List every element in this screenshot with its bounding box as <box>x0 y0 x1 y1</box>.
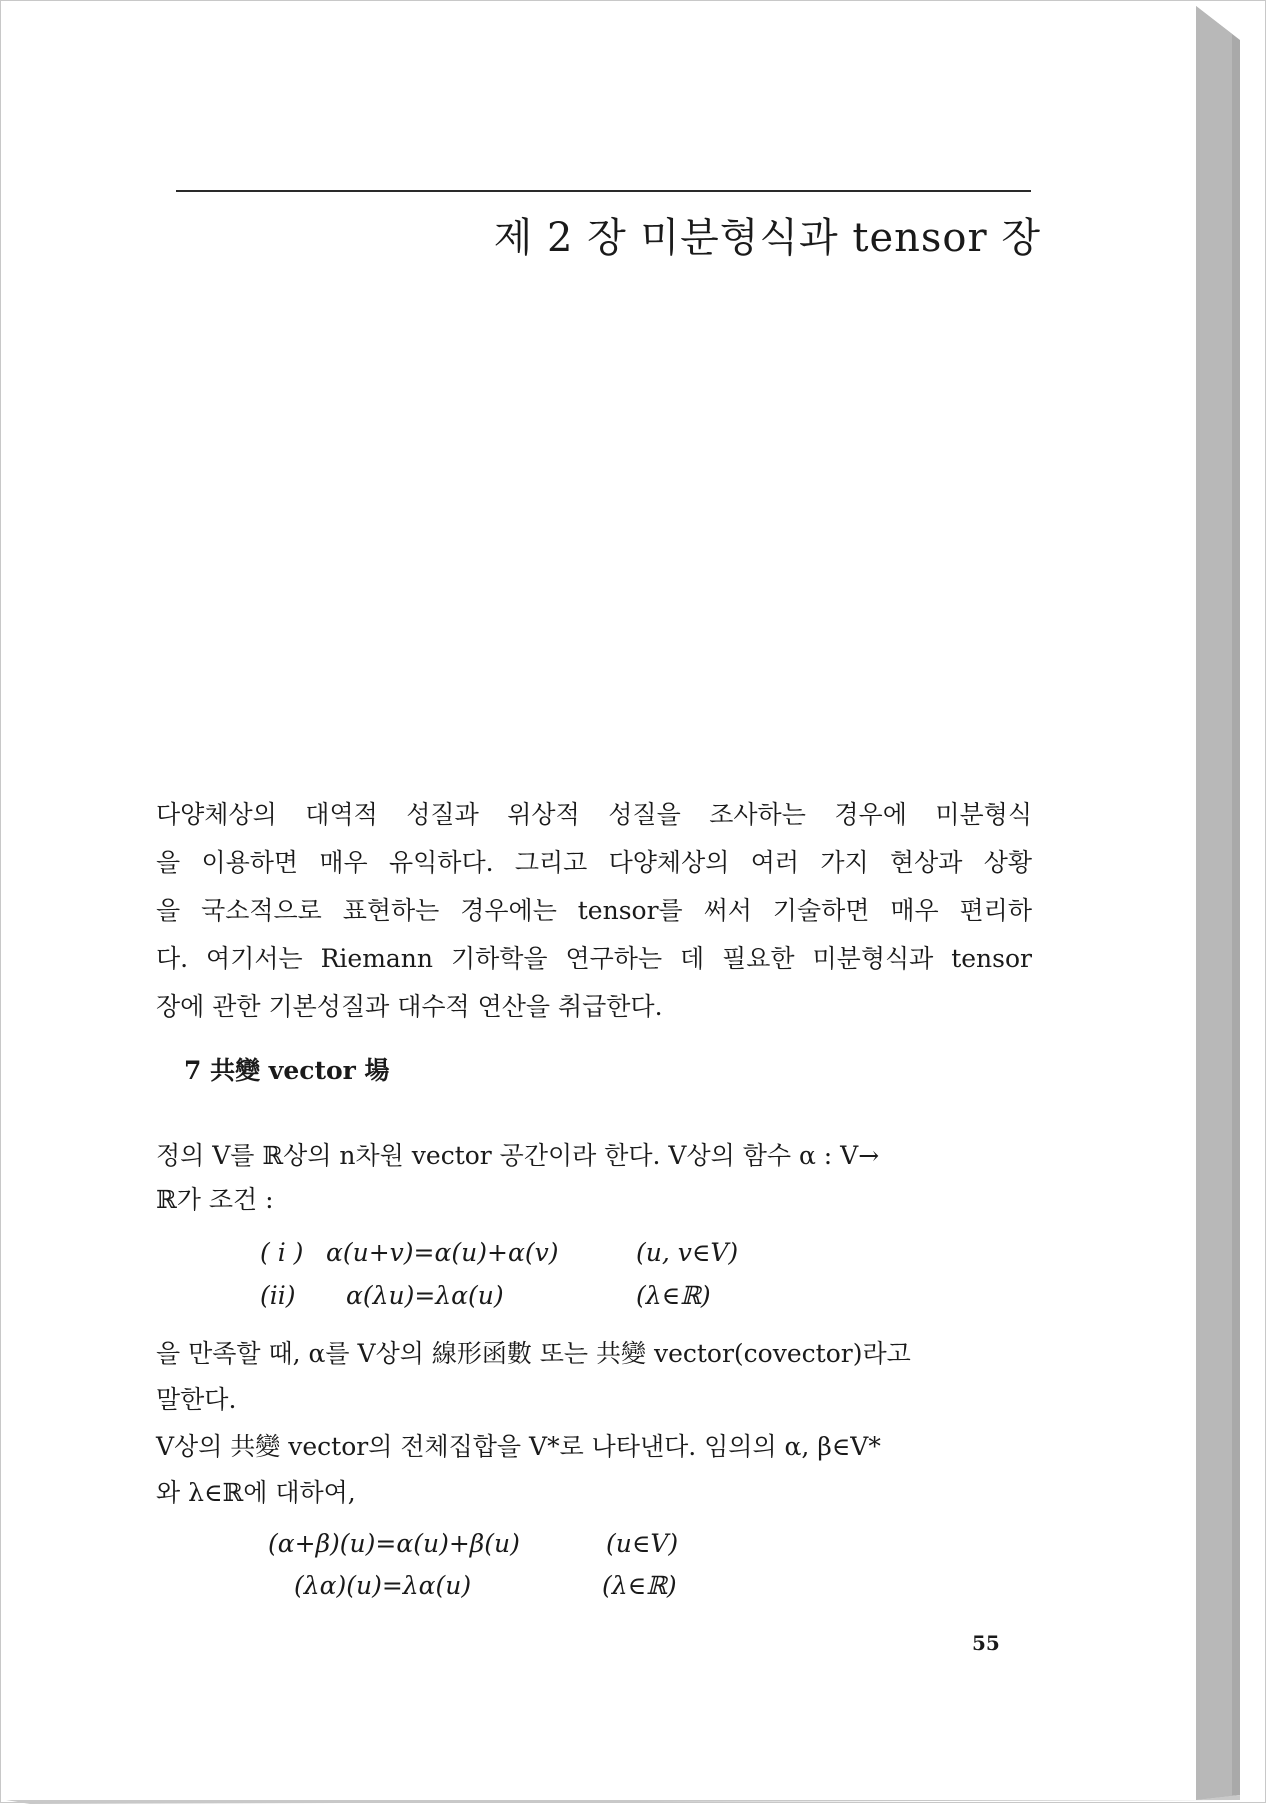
chapter-title: 제 2 장 미분형식과 tensor 장 <box>493 215 1041 261</box>
covector-paragraph <box>156 1424 1032 1516</box>
condition-domain: (u, v∈V) <box>636 1238 739 1267</box>
definition-conclusion <box>156 1331 1032 1423</box>
intro-line: 다양체상의 대역적 성질과 위상적 성질을 조사하는 경우에 미분형식 <box>156 800 1032 829</box>
intro-line: 을 이용하면 매우 유익하다. 그리고 다양체상의 여러 가지 현상과 상황 <box>156 848 1032 877</box>
operation-formula: (λα)(u)=λα(u) <box>294 1571 472 1600</box>
covector-line: V상의 共變 vector의 전체집합을 V*로 나타낸다. 임의의 α, β∈V* <box>156 1432 881 1461</box>
definition-line: 정의 V를 ℝ상의 n차원 vector 공간이라 한다. V상의 함수 α : V→ <box>156 1141 880 1170</box>
conclusion-line: 을 만족할 때, α를 V상의 線形函數 또는 共變 vector(covector)라고 <box>156 1339 911 1368</box>
condition-formula: α(u+v)=α(u)+α(v) <box>326 1238 559 1267</box>
intro-line: 장에 관한 기본성질과 대수적 연산을 취급한다. <box>156 992 663 1021</box>
operation-domain: (u∈V) <box>606 1529 679 1558</box>
definition-paragraph <box>156 1134 1032 1222</box>
operation-domain: (λ∈ℝ) <box>602 1571 677 1600</box>
chapter-rule <box>176 190 1031 192</box>
book-page <box>6 6 1196 1800</box>
condition-label: (ii) <box>260 1281 296 1310</box>
section-heading: 7 共變 vector 場 <box>184 1056 390 1085</box>
intro-line: 을 국소적으로 표현하는 경우에는 tensor를 써서 기술하면 매우 편리하 <box>156 896 1032 925</box>
conclusion-line: 말한다. <box>156 1385 237 1414</box>
intro-paragraph <box>156 791 1032 1031</box>
covector-line: 와 λ∈ℝ에 대하여, <box>156 1478 356 1507</box>
condition-domain: (λ∈ℝ) <box>636 1281 711 1310</box>
condition-label: ( i ) <box>260 1238 304 1267</box>
page-number: 55 <box>972 1631 1000 1655</box>
definition-line: ℝ가 조건 : <box>156 1185 274 1214</box>
operation-formula: (α+β)(u)=α(u)+β(u) <box>268 1529 520 1558</box>
condition-formula: α(λu)=λα(u) <box>346 1281 504 1310</box>
intro-line: 다. 여기서는 Riemann 기하학을 연구하는 데 필요한 미분형식과 tensor <box>156 944 1032 973</box>
